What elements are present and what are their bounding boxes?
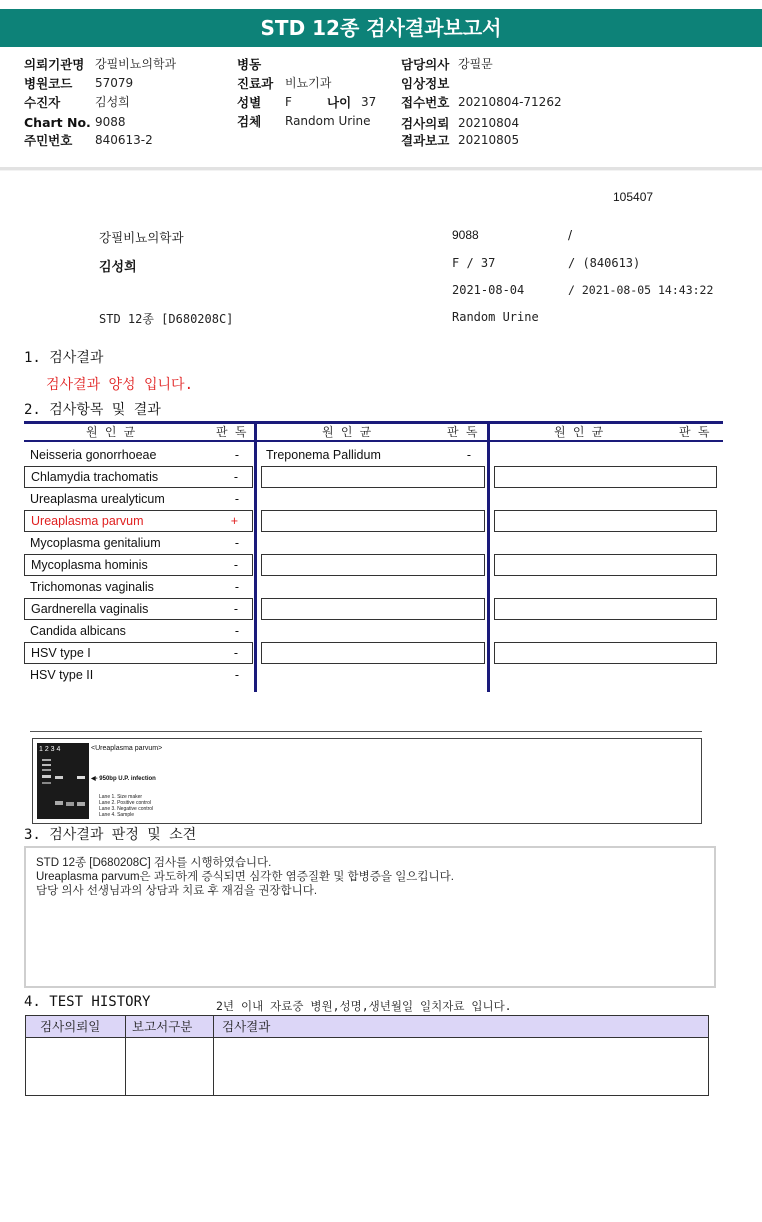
pathogen-result: - [466,448,471,462]
empty-result-cell [261,642,485,664]
request-date-value: 20210804 [458,116,520,130]
pathogen-row-treponema [260,444,485,466]
patient-label: 수진자 [24,95,61,110]
gel-legend-1: Lane 1. Size maker [99,794,143,800]
chart-no-label: Chart No. [24,115,91,130]
empty-result-cell [494,598,717,620]
pathogen-result: - [234,624,239,638]
empty-result-cell [494,642,717,664]
col-pathogen-header-3: 원 인 균 [554,425,604,439]
gel-top-rule [30,731,702,732]
department-label: 진료과 [237,76,274,91]
pathogen-row [24,554,253,576]
col-result-header-3: 판 독 [679,425,710,439]
summary-birth: / (840613) [568,256,641,270]
report-date-value: 20210805 [458,133,520,147]
opinion-line-2: Ureaplasma parvum은 과도하게 증식되면 심각한 염증질환 및 합병증을 일으킵니다. [36,871,454,883]
pathogen-row [24,510,253,532]
col-result-header-1: 판 독 [216,425,247,439]
pathogen-result: - [234,492,239,506]
pathogen-name: Trichomonas vaginalis [30,580,154,594]
col-pathogen-header-2: 원 인 균 [322,425,372,439]
pathogen-name: Mycoplasma genitalium [30,536,161,550]
table-header-rule [24,440,723,442]
section4-title: 4. TEST HISTORY [24,994,151,1010]
specimen-value: Random Urine [285,114,371,128]
summary-sex-age: F / 37 [452,256,496,270]
report-title: STD 12종 검사결과보고서 [0,9,762,47]
pathogen-name: Treponema Pallidum [266,448,381,462]
history-col-result: 검사결과 [222,1019,271,1034]
pathogen-row [24,664,253,686]
hospital-code-value: 57079 [95,76,134,90]
pathogen-result: - [233,470,238,484]
summary-request-date: 2021-08-04 [452,283,525,297]
id-no-label: 주민번호 [24,133,73,148]
pathogen-result: + [230,514,238,528]
gel-image-frame [32,738,702,824]
pathogen-name: HSV type I [31,646,91,660]
pathogen-name: Mycoplasma hominis [31,558,148,572]
history-note: 2년 이내 자료중 병원,성명,생년월일 일치자료 입니다. [216,999,512,1013]
opinion-line-1: STD 12종 [D680208C] 검사를 시행하였습니다. [36,857,272,869]
empty-result-cell [261,466,485,488]
clinical-info-label: 임상정보 [401,76,450,91]
gel-legend-3: Lane 3. Negative control [99,806,154,812]
history-col-divider-2 [213,1016,214,1095]
sex-label: 성별 [237,95,262,110]
pathogen-result: - [234,580,239,594]
empty-result-cell [494,466,717,488]
age-label: 나이 [327,95,352,110]
section2-title: 2. 검사항목 및 결과 [24,402,161,418]
id-no-value: 840613-2 [95,133,153,147]
result-table [24,421,723,692]
positive-result-text: 검사결과 양성 입니다. [46,377,194,393]
pathogen-row [24,620,253,642]
empty-result-cell [261,510,485,532]
pathogen-row [24,532,253,554]
summary-slash: / [568,228,573,242]
col-result-header-2: 판 독 [447,425,478,439]
gel-title: <Ureaplasma parvum> [91,745,163,752]
summary-specimen: Random Urine [452,310,539,324]
gel-electrophoresis-image [33,739,701,823]
pathogen-result: - [233,646,238,660]
pathogen-name: Chlamydia trachomatis [31,470,159,484]
gel-legend-4: Lane 4. Sample [99,812,135,818]
pathogen-result: - [234,668,239,682]
pathogen-row [24,642,253,664]
age-value: 37 [361,95,377,109]
pathogen-name: HSV type II [30,668,94,682]
col-pathogen-header-1: 원 인 균 [86,425,136,439]
history-col-request-date: 검사의뢰일 [40,1019,101,1034]
empty-result-cell [261,554,485,576]
opinion-line-3: 담당 의사 선생님과의 상담과 치료 후 재검을 권장합니다. [36,885,318,897]
history-table [25,1015,709,1096]
section1-title: 1. 검사결과 [24,350,104,366]
institution-label: 의뢰기관명 [24,57,85,72]
pathogen-result: - [233,602,238,616]
receipt-no-value: 20210804-71262 [458,95,562,109]
sex-value: F [285,95,292,109]
pathogen-result: - [233,558,238,572]
patient-value: 김성희 [95,95,130,109]
pathogen-result: - [234,448,239,462]
doctor-label: 담당의사 [401,57,450,72]
summary-test-name: STD 12종 [D680208C] [99,312,234,326]
pathogen-name: Ureaplasma urealyticum [30,492,165,506]
gel-band-label: ◀- 950bp U.P. infection [91,776,156,782]
empty-result-cell [494,510,717,532]
history-header [26,1016,708,1038]
empty-result-cell [494,554,717,576]
gel-lane-numbers: 1 2 3 4 [39,746,61,753]
summary-chart: 9088 [452,228,479,242]
pathogen-name: Gardnerella vaginalis [31,602,149,616]
department-value: 비뇨기과 [285,76,332,90]
empty-result-cell [261,598,485,620]
report-date-label: 결과보고 [401,133,450,148]
ward-label: 병동 [237,57,262,72]
receipt-no-label: 접수번호 [401,95,450,110]
hospital-code-label: 병원코드 [24,76,73,91]
gel-legend-2: Lane 2. Positive control [99,800,151,806]
serial-number: 105407 [613,190,654,204]
institution-value: 강필비뇨의학과 [95,57,177,71]
summary-report-datetime: / 2021-08-05 14:43:22 [568,283,714,297]
specimen-label: 검체 [237,114,262,129]
pathogen-result: - [234,536,239,550]
opinion-box [24,846,716,988]
pathogen-row [24,576,253,598]
request-date-label: 검사의뢰 [401,116,450,131]
pathogen-name: Neisseria gonorrhoeae [30,448,157,462]
pathogen-row [24,466,253,488]
history-col-report-type: 보고서구분 [132,1019,193,1034]
column-separator-2 [487,421,490,692]
summary-patient: 김성희 [99,260,137,275]
history-col-divider-1 [125,1016,126,1095]
section3-title: 3. 검사결과 판정 및 소견 [24,827,197,843]
pathogen-row [24,598,253,620]
pathogen-name: Ureaplasma parvum [31,514,144,528]
column-separator-1 [254,421,257,692]
chart-no-value: 9088 [95,115,126,129]
pathogen-row [24,444,253,466]
summary-institution: 강필비뇨의학과 [99,230,184,245]
pathogen-name: Candida albicans [30,624,126,638]
doctor-value: 강필문 [458,57,493,71]
pathogen-row [24,488,253,510]
header-divider-shadow [0,170,762,171]
